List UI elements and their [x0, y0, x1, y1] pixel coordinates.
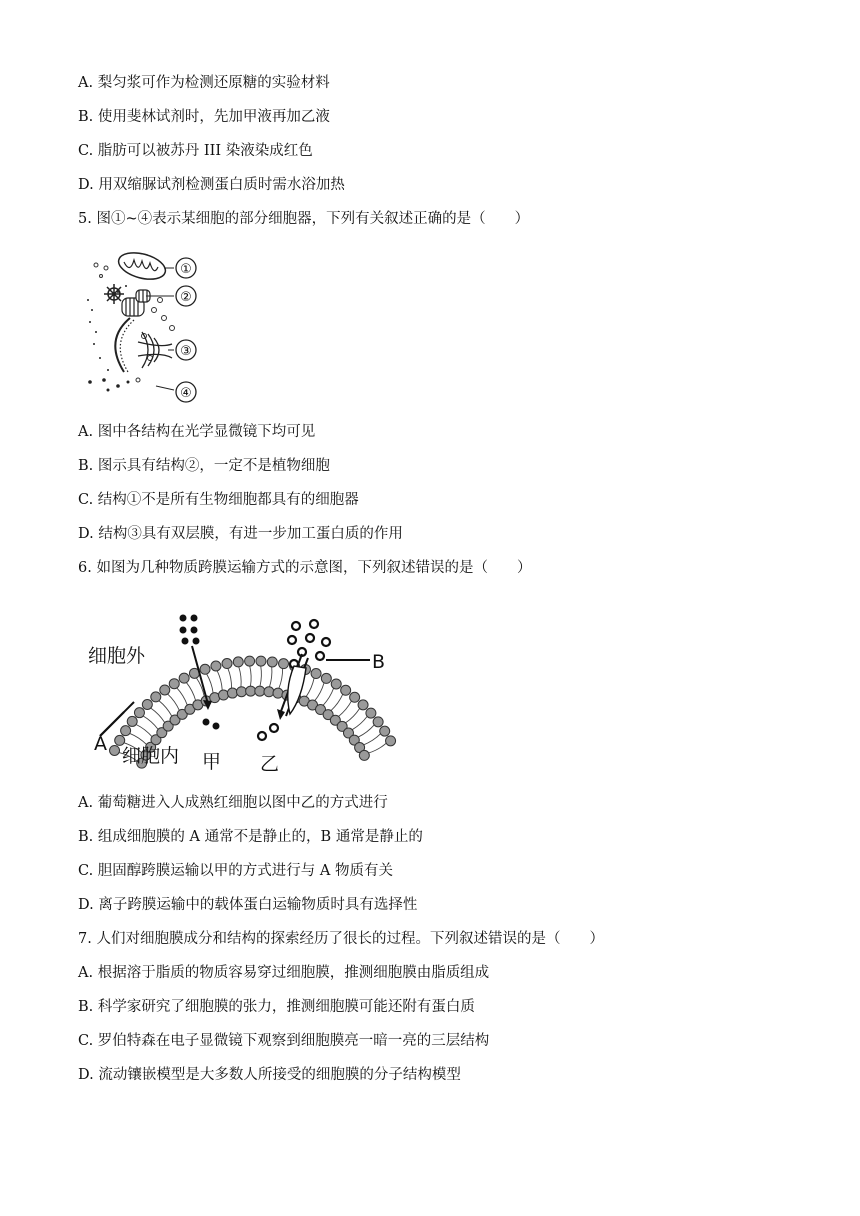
q7-option-a: A. 根据溶于脂质的物质容易穿过细胞膜，推测细胞膜由脂质组成 [78, 965, 490, 981]
q6-option-d: D. 离子跨膜运输中的载体蛋白运输物质时具有选择性 [78, 897, 418, 913]
q6-option-c: C. 胆固醇跨膜运输以甲的方式进行与 A 物质有关 [78, 863, 393, 879]
q6-option-a: A. 葡萄糖进入人成熟红细胞以图中乙的方式进行 [78, 795, 388, 811]
q6-stem: 6. 如图为几种物质跨膜运输方式的示意图，下列叙述错误的是（ ） [78, 560, 532, 576]
q7-option-b: B. 科学家研究了细胞膜的张力，推测细胞膜可能还附有蛋白质 [78, 999, 475, 1015]
label-a: A [94, 733, 107, 755]
organelle-label-3: ③ [180, 344, 192, 359]
q7-option-d: D. 流动镶嵌模型是大多数人所接受的细胞膜的分子结构模型 [78, 1067, 461, 1083]
q4-option-d: D. 用双缩脲试剂检测蛋白质时需水浴加热 [78, 177, 345, 193]
q7-stem: 7. 人们对细胞膜成分和结构的探索经历了很长的过程。下列叙述错误的是（ ） [78, 931, 604, 947]
organelle-label-2: ② [180, 290, 192, 305]
q6-option-b: B. 组成细胞膜的 A 通常不是静止的，B 通常是静止的 [78, 829, 423, 845]
label-outside: 细胞外 [88, 645, 146, 667]
q4-option-a: A. 梨匀浆可作为检测还原糖的实验材料 [78, 75, 330, 91]
label-yi: 乙 [260, 753, 280, 775]
q7-option-c: C. 罗伯特森在电子显微镜下观察到细胞膜亮一暗一亮的三层结构 [78, 1033, 490, 1049]
q5-option-b: B. 图示具有结构②，一定不是植物细胞 [78, 458, 330, 474]
q5-option-d: D. 结构③具有双层膜，有进一步加工蛋白质的作用 [78, 526, 403, 542]
organelle-label-1: ① [180, 262, 192, 277]
q4-option-b: B. 使用斐林试剂时，先加甲液再加乙液 [78, 109, 330, 125]
q5-option-a: A. 图中各结构在光学显微镜下均可见 [78, 424, 316, 440]
q5-option-c: C. 结构①不是所有生物细胞都具有的细胞器 [78, 492, 359, 508]
label-inside: 细胞内 [122, 745, 180, 767]
organelle-figure [78, 240, 208, 410]
label-jia: 甲 [202, 751, 222, 773]
label-b: B [372, 651, 386, 673]
q4-option-c: C. 脂肪可以被苏丹 III 染液染成红色 [78, 143, 313, 159]
membrane-transport-figure [80, 606, 410, 782]
q5-stem: 5. 图①~④表示某细胞的部分细胞器，下列有关叙述正确的是（ ） [78, 211, 530, 227]
organelle-label-4: ④ [180, 386, 192, 401]
